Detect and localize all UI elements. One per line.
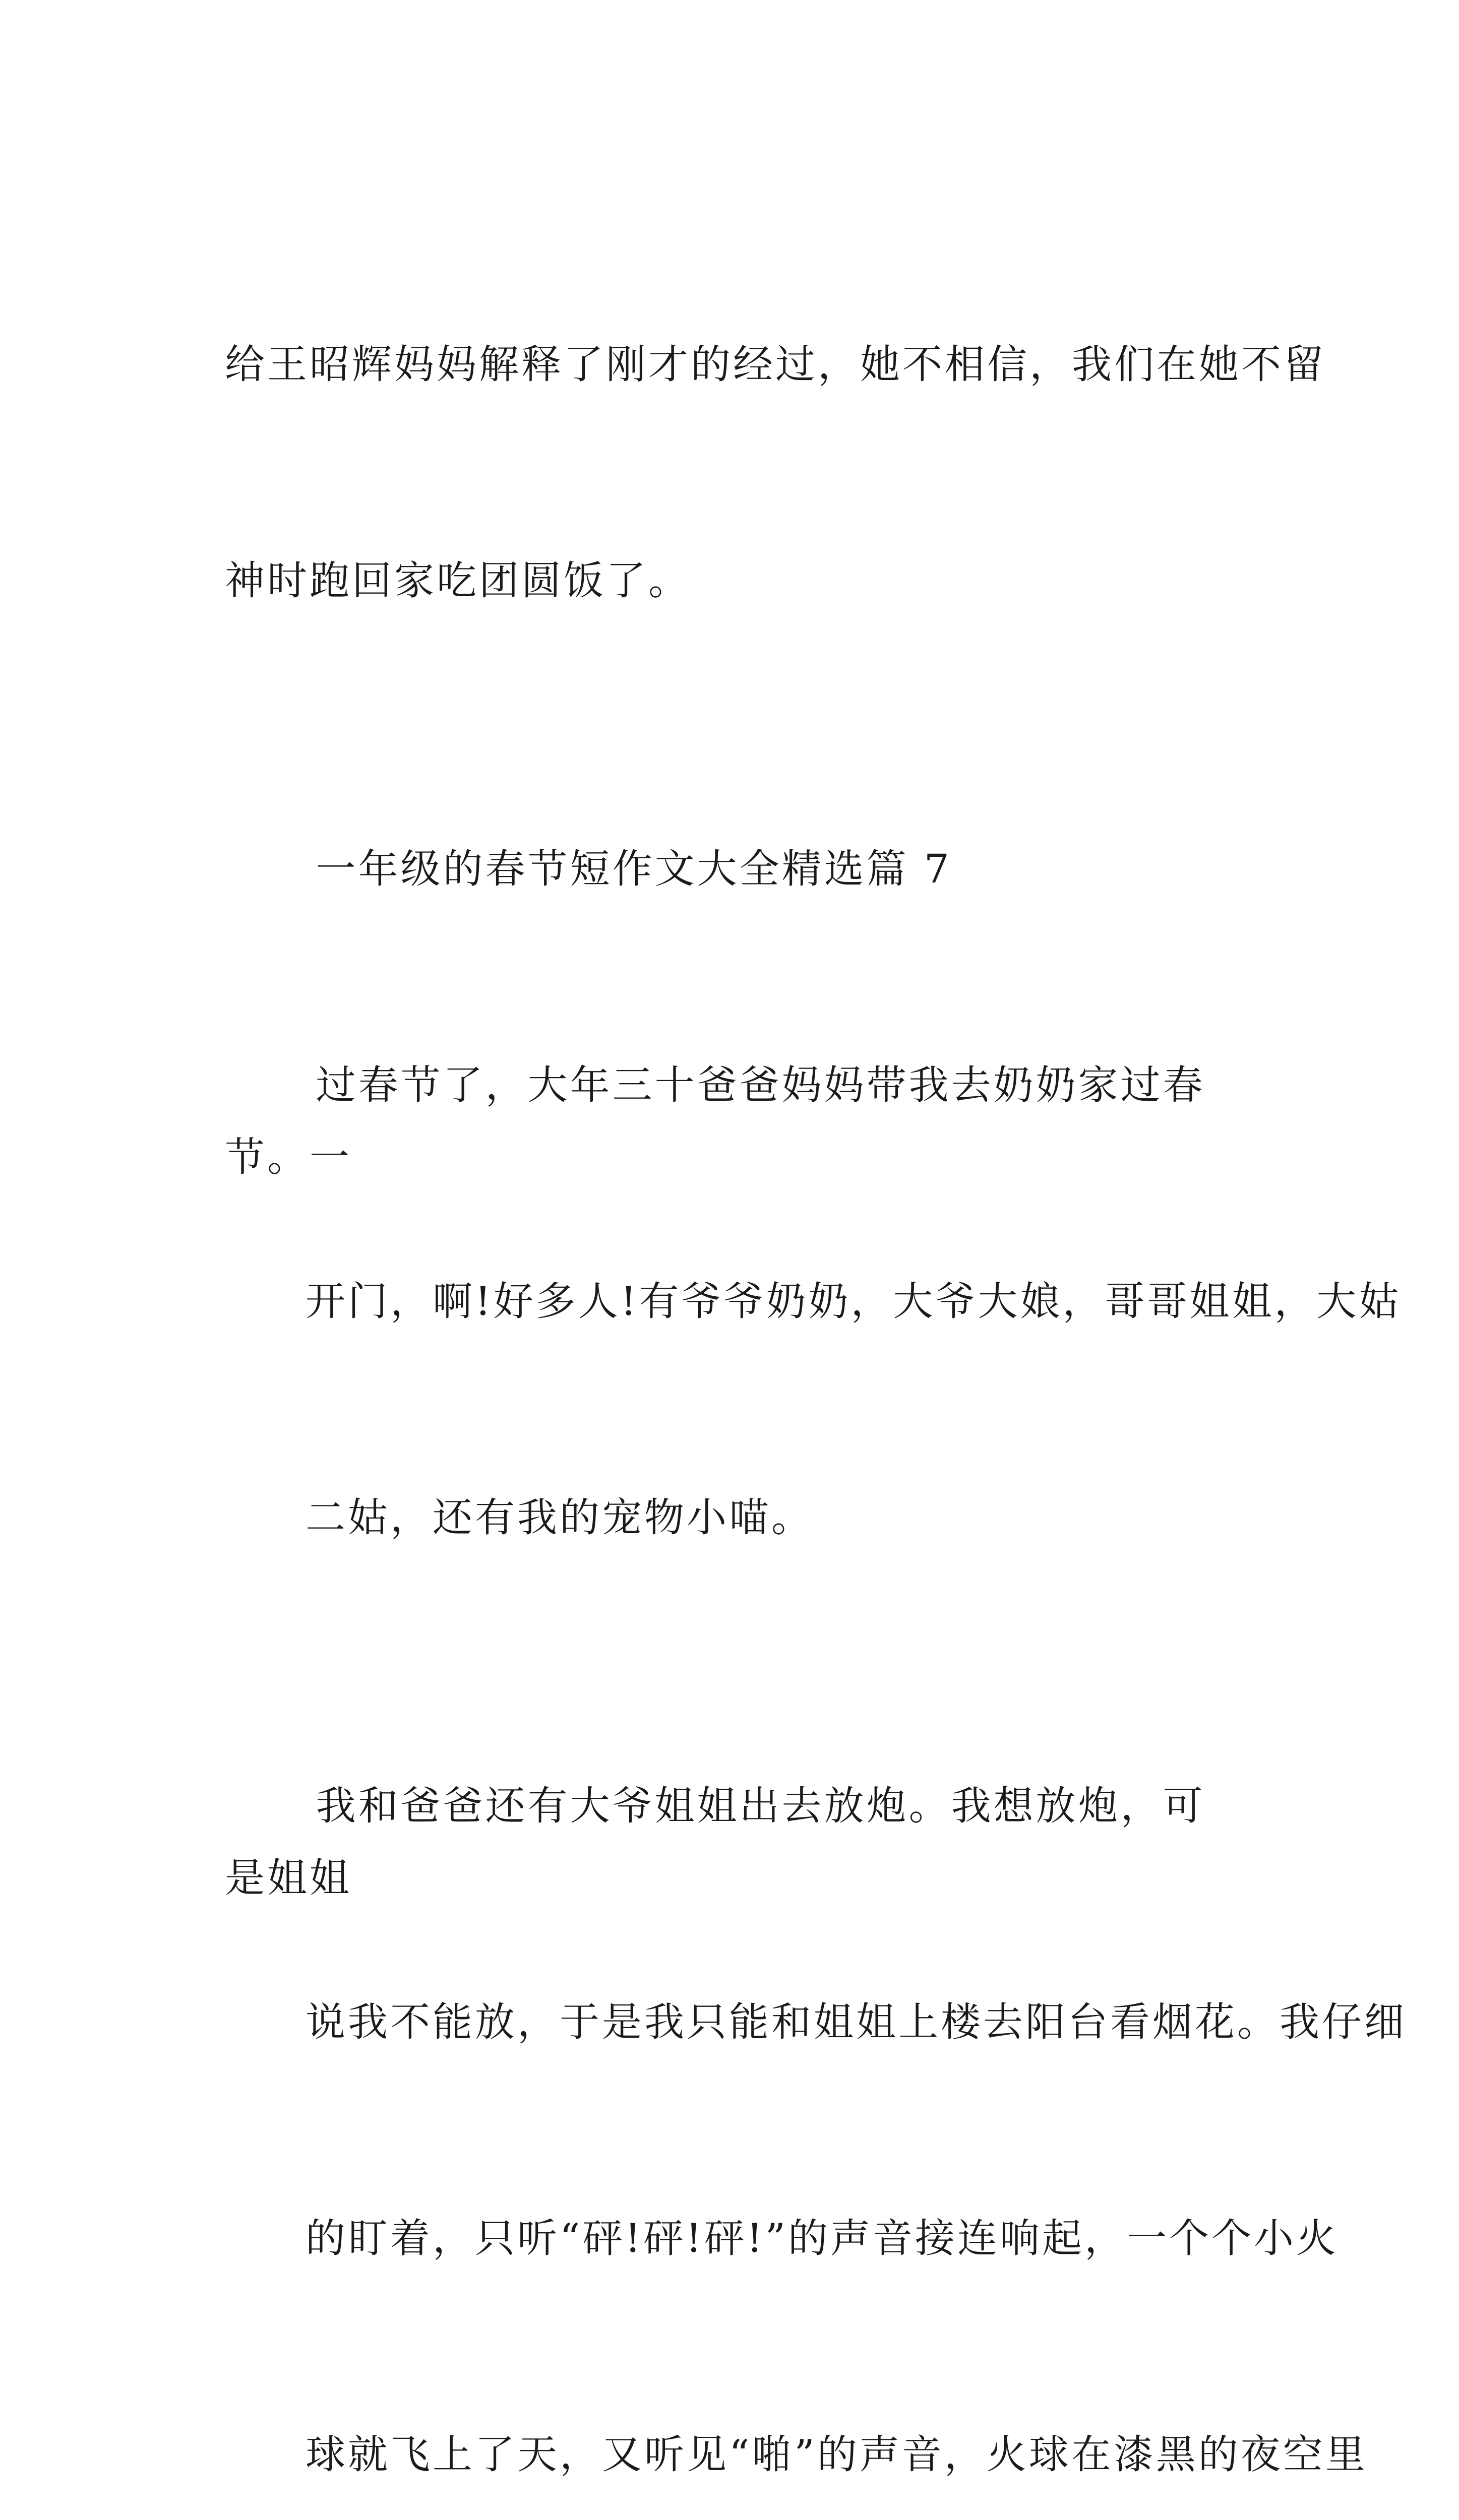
text-line: 的盯着，只听“砰!砰!砰!”的声音接连响起，一个个小火 — [306, 2215, 1339, 2261]
document-body — [225, 184, 1407, 2520]
text-line: 开门，啊!好多人!有爷爷奶奶，大爷大娘，哥哥姐姐，大姑 — [306, 1278, 1402, 1325]
paragraph-4 — [225, 1698, 1407, 2520]
paragraph-1 — [225, 184, 1326, 761]
text-line: 给王昭辉妈妈解释了刚才的经过，她不相信，我们在她不留 — [225, 341, 1326, 388]
paragraph-3 — [225, 977, 1402, 1698]
text-line: 神时跑回家吃团圆饭了。 — [225, 557, 691, 604]
text-line: 过春节了，大年三十爸爸妈妈带我去奶奶家过春节。一 — [225, 1062, 1205, 1180]
section-heading — [225, 761, 1238, 977]
section-heading-text: 一年级的春节短作文大全精选篇 7 — [316, 846, 952, 892]
text-line: 说我不能放，于是我只能和姐姐上楼去阳台看烟花。我仔细 — [306, 1999, 1407, 2045]
text-line: 球就飞上了天，又听见“啪”的声音，火球在漆黑的夜空里 — [306, 2431, 1368, 2478]
text-line: 我和爸爸还有大爷姐姐出去放炮。我想放炮，可是姐姐 — [225, 1783, 1205, 1901]
text-line: 二姑，还有我的宠物小喵。 — [306, 1494, 814, 1541]
